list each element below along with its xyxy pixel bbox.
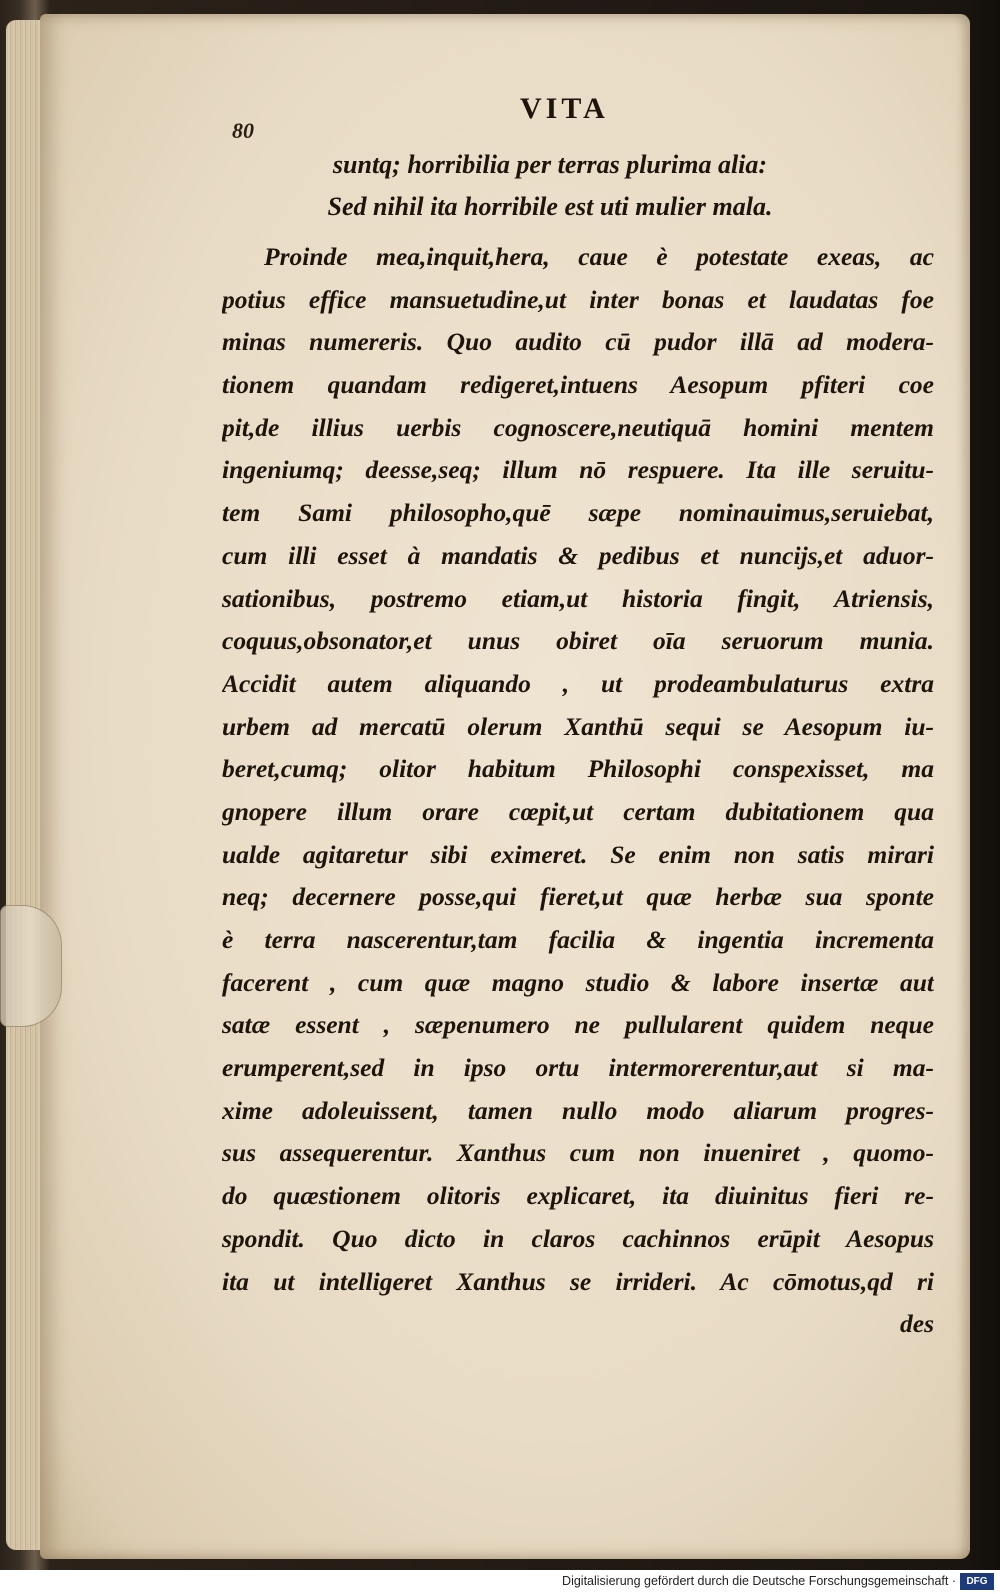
dfg-logo-icon: DFG: [960, 1573, 994, 1590]
text-line: spondit. Quo dicto in claros cachinnos erūpit Aesopus: [222, 1223, 934, 1253]
text-line: minas numereris. Quo audito cū pudor illā ad modera-: [222, 327, 934, 357]
body-text: [222, 236, 934, 1346]
footer-bar: [0, 1570, 1000, 1594]
text-line: tionem quandam redigeret,intuens Aesopum pfiteri coe: [222, 370, 934, 400]
catchword: des: [900, 1309, 934, 1339]
text-line: Proinde mea,inquit,hera, caue è potestate exeas, ac: [264, 242, 934, 271]
running-head: VITA: [520, 92, 609, 125]
text-line: sationibus, postremo etiam,ut historia fingit, Atriensis,: [222, 583, 934, 613]
bookmark-tab: [0, 905, 62, 1027]
text-line: potius effice mansuetudine,ut inter bonas et laudatas foe: [222, 284, 934, 314]
text-line: sus assequerentur. Xanthus cum non inueniret , quomo-: [222, 1138, 934, 1168]
text-line: xime adoleuissent, tamen nullo modo aliarum progres-: [222, 1095, 934, 1125]
text-line: facerent , cum quæ magno studio & labore insertæ aut: [222, 967, 934, 997]
text-line: neq; decernere posse,qui fieret,ut quæ herbæ sua sponte: [222, 882, 934, 912]
text-line: è terra nascerentur,tam facilia & ingentia incrementa: [222, 925, 934, 954]
funding-notice: Digitalisierung gefördert durch die Deutsche Forschungsgemeinschaft ·: [562, 1574, 956, 1588]
verse-line-2: Sed nihil ita horribile est uti mulier mala.: [327, 192, 773, 221]
text-line: ingeniumq; deesse,seq; illum nō respuere. Ita ille seruitu-: [222, 455, 934, 485]
text-line: urbem ad mercatū olerum Xanthū sequi se Aesopum iu-: [222, 711, 934, 741]
text-line: ita ut intelligeret Xanthus se irrideri. Ac cōmotus,qd ri: [222, 1266, 934, 1296]
verse-line-1: suntq; horribilia per terras plurima alia:: [332, 150, 768, 179]
text-line: tem Sami philosopho,quē sæpe nominauimus,seruiebat,: [222, 498, 934, 528]
text-line: Accidit autem aliquando , ut prodeambulaturus extra: [222, 668, 934, 698]
text-line: beret,cumq; olitor habitum Philosophi conspexisset, ma: [222, 754, 934, 784]
text-line: cum illi esset à mandatis & pedibus et nuncijs,et aduor-: [222, 540, 934, 570]
page-number: 80: [232, 118, 254, 143]
text-line: satæ essent , sæpenumero ne pullularent quidem neque: [222, 1010, 934, 1040]
text-line: erumperent,sed in ipso ortu intermorerentur,aut si ma-: [222, 1053, 934, 1083]
text-line: ualde agitaretur sibi eximeret. Se enim non satis mirari: [222, 839, 934, 869]
text-line: coquus,obsonator,et unus obiret oīa seruorum munia.: [222, 626, 934, 656]
text-line: do quæstionem olitoris explicaret, ita diuinitus fieri re-: [222, 1181, 934, 1211]
text-line: gnopere illum orare cœpit,ut certam dubitationem qua: [222, 796, 934, 826]
text-line: pit,de illius uerbis cognoscere,neutiquā homini mentem: [222, 412, 934, 442]
